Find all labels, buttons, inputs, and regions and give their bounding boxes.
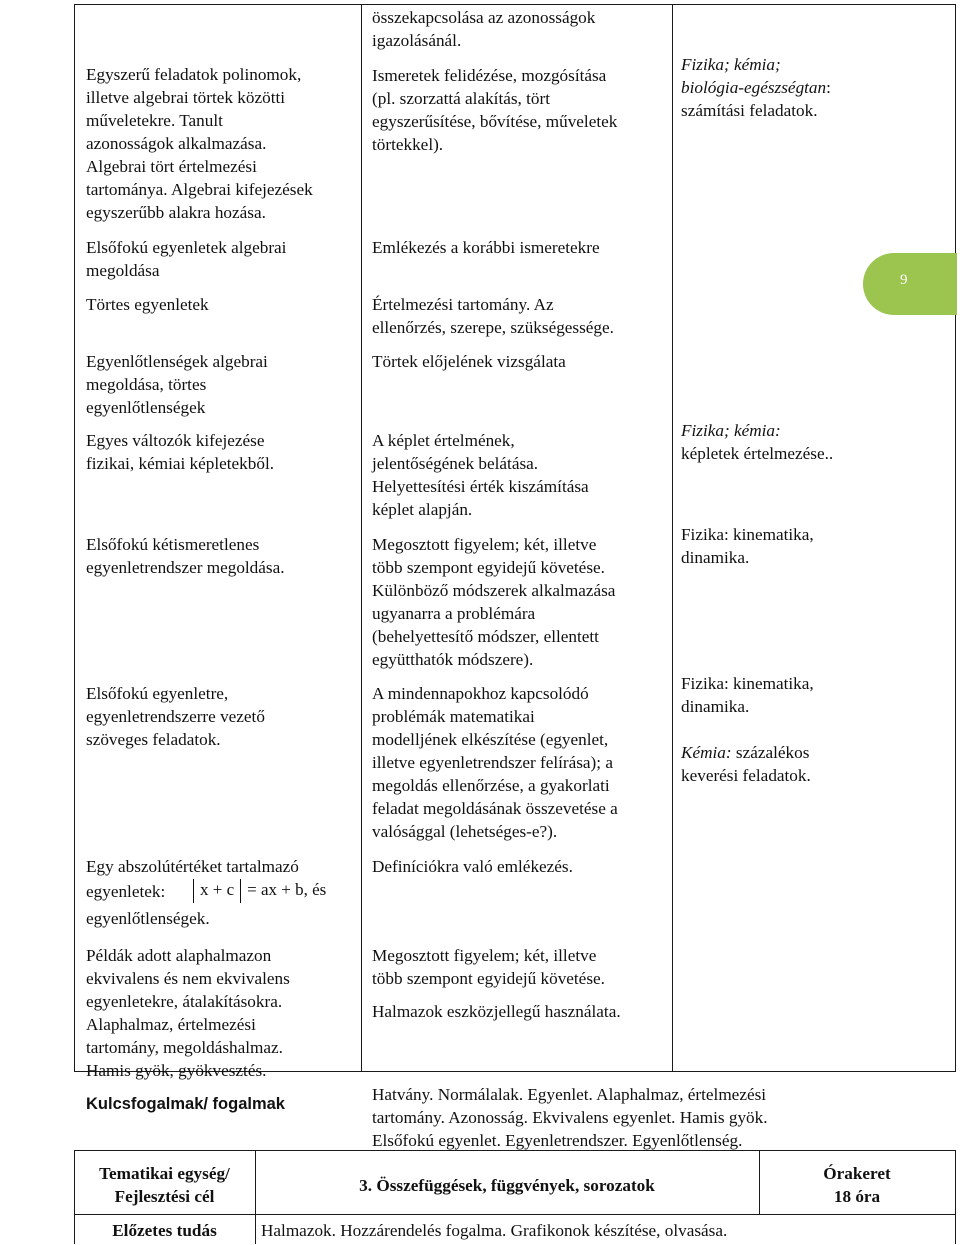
column-divider-2 [672, 4, 673, 1072]
key-concepts-list: Hatvány. Normálalak. Egyenlet. Alaphalmaz, értelmezési tartomány. Azonosság. Ekvivalens egyenlet. Hamis gyök. Elsőfokú egyenlet. Egyenletrendszer. Egyenlőtlenség. [372, 1085, 768, 1150]
key-concepts-label: Kulcsfogalmak/ fogalmak [86, 1095, 285, 1113]
topic-linear-equations: Elsőfokú egyenletek algebrai megoldása [86, 238, 287, 280]
activity-divided-attention-2: Megosztott figyelem; két, illetve több szempont egyidejű követése. [372, 946, 605, 988]
unit-table-divider-4 [955, 1150, 956, 1244]
connection-physics-chemistry-biology [681, 53, 831, 122]
topic-examples: Példák adott alaphalmazon ekvivalens és nem ekvivalens egyenletekre, átalakításokra. Alaphalmaz, értelmezési tartomány, megoldáshalmaz. Hamis gyök, gyökvesztés. [86, 946, 290, 1080]
absolute-value-formula [187, 878, 326, 903]
page-number: 9 [900, 272, 908, 288]
topic-equation-system: Elsőfokú kétismeretlenes egyenletrendszer megoldása. [86, 535, 285, 577]
topic-absolute-value-prefix: egyenletek: [86, 882, 166, 901]
unit-label: Tematikai egység/ Fejlesztési cél [99, 1164, 230, 1206]
activity-domain: Értelmezési tartomány. Az ellenőrzés, szerepe, szükségessége. [372, 295, 614, 337]
unit-table-top [74, 1150, 956, 1151]
formula-right: = ax + b [247, 880, 304, 899]
unit-table-middle [74, 1214, 956, 1215]
column-divider-1 [361, 4, 362, 1072]
connection-calculations: számítási feladatok. [681, 101, 818, 120]
activity-divided-attention: Megosztott figyelem; két, illetve több szempont egyidejű követése. Különböző módszerek alkalmazása ugyanarra a problémára (behelyettesítő módszer, ellentett együtthatók módszere). [372, 535, 616, 669]
connection-subjects-italic: Fizika; kémia; biológia-egészségtan [681, 55, 827, 97]
activity-recall: Ismeretek felidézése, mozgósítása (pl. szorzattá alakítás, tört egyszerűsítése, bővítése, műveletek törtekkel). [372, 66, 618, 154]
prerequisite-value: Halmazok. Hozzárendelés fogalma. Grafikonok készítése, olvasása. [261, 1221, 728, 1240]
activity-memory: Emlékezés a korábbi ismeretekre [372, 238, 600, 257]
activity-fraction-sign: Törtek előjelének vizsgálata [372, 352, 566, 371]
activity-formula-meaning: A képlet értelmének, jelentőségének belátása. Helyettesítési érték kiszámítása képlet alapján. [372, 431, 589, 519]
activity-definitions: Definíciókra való emlékezés. [372, 857, 573, 876]
prerequisite-label: Előzetes tudás [112, 1221, 217, 1240]
connection-kinematics-1: Fizika: kinematika, dinamika. [681, 525, 814, 567]
activity-modelling: A mindennapokhoz kapcsolódó problémák matematikai modelljének elkészítése (egyenlet, illetve egyenletrendszer felírása); a megoldás ellenőrzése, a gyakorlati feladat megoldásának összevetése a valósággal (lehetséges-e?). [372, 684, 618, 841]
hours-label: Órakeret [823, 1164, 891, 1183]
topic-express-variables: Egyes változók kifejezése fizikai, kémiai képletekből. [86, 431, 275, 473]
activity-sets: Halmazok eszközjellegű használata. [372, 1002, 621, 1021]
hours-value: 18 óra [833, 1187, 881, 1206]
topic-absolute-value-line1: Egy abszolútértéket tartalmazó [86, 857, 299, 876]
unit-header-table [74, 1150, 956, 1244]
topic-inequalities: Egyenlőtlenségek algebrai megoldása, törtes egyenlőtlenségek [86, 352, 268, 417]
formula-suffix: , és [303, 880, 327, 899]
abs-bar-right [240, 879, 241, 903]
abs-bar-left [193, 879, 194, 903]
connection-formulas-italic: Fizika; kémia: [681, 421, 781, 440]
connection-chemistry-plain: százalékos keverési feladatok. [681, 743, 811, 785]
topic-fractional-equations: Törtes egyenletek [86, 295, 209, 314]
unit-table-divider-2 [255, 1150, 256, 1244]
page-number-badge [863, 253, 957, 315]
formula-left: x + c [200, 880, 235, 899]
topic-absolute-value-line3: egyenlőtlenségek. [86, 909, 210, 928]
connection-formulas [681, 419, 833, 465]
connection-colon: : [826, 78, 831, 97]
connection-chemistry-mixing [681, 741, 811, 787]
topic-simplification: Egyszerű feladatok polinomok, illetve algebrai törtek közötti műveletekre. Tanult azonosságok alkalmazása. Algebrai tört értelmezési tartománya. Algebrai kifejezések egyszerűbb alakra hozása. [86, 65, 313, 222]
connection-kinematics-2: Fizika: kinematika, dinamika. [681, 674, 814, 716]
unit-title: 3. Összefüggések, függvények, sorozatok [359, 1176, 655, 1195]
connection-formulas-plain: képletek értelmezése.. [681, 444, 834, 463]
activity-identities: összekapcsolása az azonosságok igazolásánál. [372, 8, 596, 50]
topic-word-problems: Elsőfokú egyenletre, egyenletrendszerre vezető szöveges feladatok. [86, 684, 265, 749]
connection-chemistry-italic: Kémia: [681, 743, 732, 762]
